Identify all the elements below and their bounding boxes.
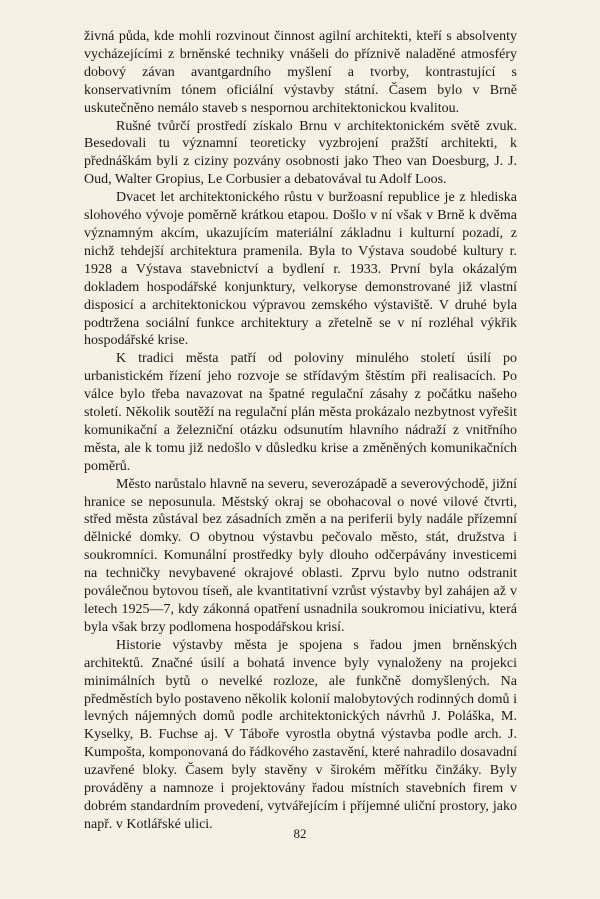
paragraph-5: Město narůstalo hlavně na severu, severozápadě a severovýchodě, jižní hranice se neposunula. Městský okraj se obohacoval o nové vilové čtvrti, střed města zůstával bez zásadních změn a na periferii byly nadále přízemní dělnické domky. O obytnou výstavbu pečovalo město, stát, družstva i soukromníci. Komunální prostředky byly dlouho odčerpávány investicemi na techničky nevybavené okrajové oblasti. Zprvu bylo nutno odstranit poválečnou bytovou tíseň, ale kvantitativní vzrůst výstavby byl zahájen až v letech 1925—7, kdy zákonná opatření usnadnila soukromou iniciativu, která byla však brzy podlomena hospodářskou krisí. [84, 476, 517, 635]
page-number: 82 [293, 826, 307, 841]
paragraph-1: živná půda, kde mohli rozvinout činnost agilní architekti, kteří s absolventy vycházejícími z brněnské techniky vnášeli do příznivě naladěné atmosféry dobový závan avantgardního myšlení a tvorby, kontrastující s konservativním tónem oficiální výstavby státní. Časem bylo v Brně uskutečněno nemálo staveb s nespornou architektonickou kvalitou. [84, 29, 517, 116]
paragraph-3: Dvacet let architektonického růstu v buržoasní republice je z hlediska slohového vývoje poměrně krátkou etapou. Došlo v ní však v Brně k dvěma významným akcím, ukazujícím materiální základnu i kulturní pozadí, z nichž tehdejší architektura pramenila. Byla to Výstava soudobé kultury r. 1928 a Výstava stavebnictví a bydlení r. 1933. První byla okázalým dokladem hospodářské konjunktury, velkoryse demonstrované již vlastní disposicí a architektonickou výpravou zemského výstaviště. V druhé byla podtržena sociální funkce architektury a zřetelně se v ní rozléhal výkřik hospodářské krise. [84, 190, 517, 349]
paragraph-2: Rušné tvůrčí prostředí získalo Brnu v architektonickém světě zvuk. Besedovali tu významní teoreticky vyzbrojení pražští architekti, k přednáškám byli z ciziny pozvány osobnosti jako Theo van Doesburg, J. J. Oud, Walter Gropius, Le Corbusier a debatovával tu Adolf Loos. [84, 118, 517, 188]
paragraph-6: Historie výstavby města je spojena s řadou jmen brněnských architektů. Značné úsilí a bohatá invence byly vynaloženy na projekci minimálních bytů o nevelké rozloze, ale funkčně domyšlených. Na předměstích bylo postaveno několik kolonií malobytových rodinných domů i levných nájemných domů podle architektonických návrhů J. Poláška, M. Kyselky, B. Fuchse aj. V Táboře vyrostla obytná výstavba podle arch. J. Kumpošta, komponovaná do řádkového zastavění, které nahradilo dosavadní uzavřené bloky. Časem byly stavěny v širokém měřítku činžáky. Byly prováděny a namnoze i projektovány řadou místních stavebních firem v dobrém standardním provedení, vytvářejícím i příjemné uliční prostory, jako např. v Kotlářské ulici. [84, 637, 517, 832]
body-text [84, 28, 517, 834]
paragraph-4: K tradici města patří od poloviny minulého století úsilí po urbanistickém řízení jeho rozvoje se střídavým štěstím při realisacích. Po válce bylo třeba navazovat na špatné regulační zásahy z počátku našeho století. Několik soutěží na regulační plán města prokázalo nezbytnost vyřešit komunikační a železniční otázku odsunutím hlavního nádraží z vnitřního města, ale k tomu již nedošlo v důsledku krise a změněných komunikačních poměrů. [84, 351, 517, 474]
